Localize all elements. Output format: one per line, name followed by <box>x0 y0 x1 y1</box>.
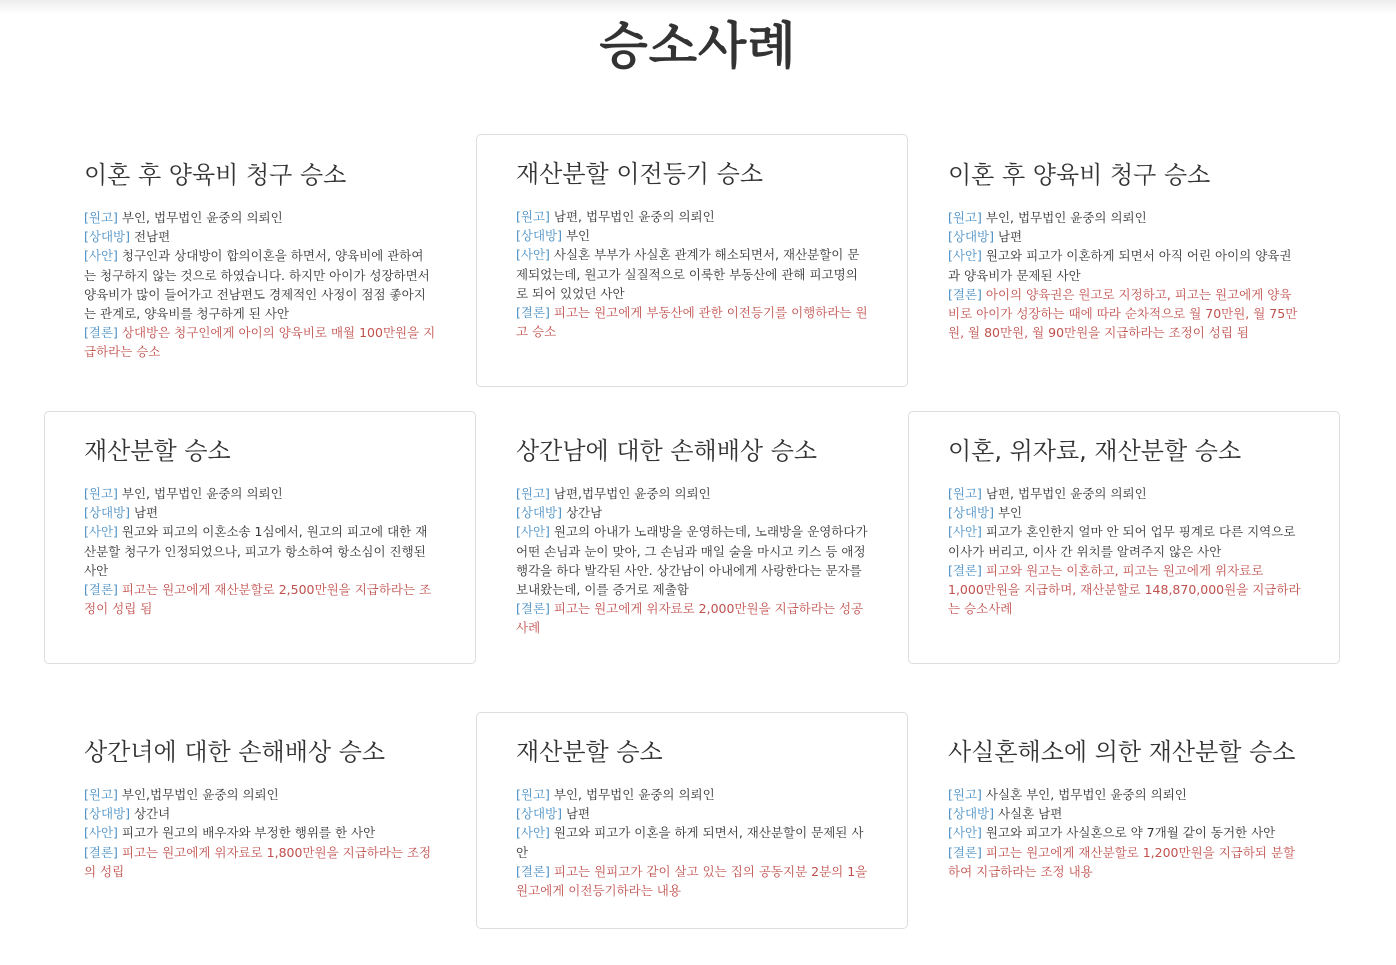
opponent-value: 상간남 <box>565 505 603 521</box>
result-value: 피고는 원피고가 같이 살고 있는 집의 공동지분 2분의 1을 원고에게 이전등기하라는 내용 <box>516 863 868 899</box>
opponent-tag: [상대방] <box>516 806 562 822</box>
plaintiff-tag: [원고] <box>84 210 118 225</box>
result-line <box>948 843 1301 881</box>
case-summary-line <box>516 823 869 861</box>
case-summary-line <box>516 245 869 303</box>
plaintiff-tag: [원고] <box>84 787 118 802</box>
opponent-value: 상간녀 <box>133 806 171 822</box>
case-card[interactable] <box>44 712 476 965</box>
plaintiff-value: 사실혼 부인, 법무법인 윤중의 의뢰인 <box>985 787 1187 802</box>
opponent-line <box>948 503 1301 522</box>
plaintiff-line <box>516 785 869 804</box>
plaintiff-line <box>84 484 437 503</box>
result-line <box>948 285 1301 343</box>
case-summary-tag: [사안] <box>84 524 118 540</box>
case-title: 재산분할 승소 <box>84 437 231 465</box>
result-line <box>84 323 437 361</box>
plaintiff-value: 남편, 법무법인 윤중의 의뢰인 <box>985 486 1147 501</box>
plaintiff-tag: [원고] <box>84 486 118 501</box>
case-summary-line <box>84 246 437 323</box>
result-value: 아이의 양육권은 원고로 지정하고, 피고는 원고에게 양육비로 아이가 성장하는 때에 따라 순차적으로 월 70만원, 월 75만원, 월 80만원, 월 90만원을 지급하라는 조정이 성립 됨 <box>948 286 1298 341</box>
case-title: 이혼 후 양육비 청구 승소 <box>948 161 1211 189</box>
plaintiff-value: 부인, 법무법인 윤중의 의뢰인 <box>985 210 1147 225</box>
case-card[interactable] <box>44 411 476 664</box>
case-card[interactable] <box>908 712 1340 965</box>
result-tag: [결론] <box>516 863 550 879</box>
opponent-line <box>84 227 437 246</box>
opponent-line <box>84 503 437 522</box>
result-value: 피고는 원고에게 재산분할로 1,200만원을 지급하되 분할하여 지급하라는 조정 내용 <box>948 844 1296 879</box>
opponent-value: 남편 <box>997 229 1023 245</box>
page-title: 승소사례 <box>599 17 797 75</box>
case-title: 상간녀에 대한 손해배상 승소 <box>84 738 386 766</box>
result-value: 피고와 원고는 이혼하고, 피고는 원고에게 위자료로 1,000만원을 지급하며, 재산분할로 148,870,000원을 지급하라는 승소사례 <box>948 562 1301 617</box>
case-card[interactable] <box>908 411 1340 664</box>
case-summary-tag: [사안] <box>84 825 118 841</box>
opponent-tag: [상대방] <box>948 505 994 521</box>
opponent-value: 부인 <box>997 505 1023 521</box>
case-summary-value: 원고와 피고의 이혼소송 1심에서, 원고의 피고에 대한 재산분할 청구가 인정되었으나, 피고가 항소하여 항소심이 진행된 사안 <box>84 524 428 578</box>
opponent-line <box>516 226 869 245</box>
opponent-tag: [상대방] <box>516 505 562 521</box>
opponent-value: 남편 <box>133 505 159 521</box>
case-title: 재산분할 이전등기 승소 <box>516 160 764 188</box>
plaintiff-line <box>516 484 869 503</box>
case-summary-line <box>948 246 1301 284</box>
case-summary-value: 피고가 원고의 배우자와 부정한 행위를 한 사안 <box>121 825 376 841</box>
case-summary-tag: [사안] <box>516 247 550 263</box>
case-summary-value: 원고와 피고가 사실혼으로 약 7개월 같이 동거한 사안 <box>985 825 1276 841</box>
case-summary-value: 원고와 피고가 이혼하게 되면서 아직 어린 아이의 양육권과 양육비가 문제된 사안 <box>948 248 1292 283</box>
case-summary-tag: [사안] <box>948 248 982 264</box>
case-summary-line <box>948 522 1301 560</box>
result-value: 상대방은 청구인에게 아이의 양육비로 매월 100만원을 지급하라는 승소 <box>84 325 436 360</box>
case-summary-value: 사실혼 부부가 사실혼 관계가 해소되면서, 재산분할이 문제되었는데, 원고가 실질적으로 이룩한 부동산에 관해 피고명의로 되어 있었던 사안 <box>516 247 860 301</box>
case-card[interactable] <box>476 134 908 387</box>
plaintiff-value: 남편, 법무법인 윤중의 의뢰인 <box>553 209 715 224</box>
opponent-tag: [상대방] <box>948 229 994 245</box>
opponent-line <box>516 503 869 522</box>
result-line <box>516 303 869 341</box>
opponent-tag: [상대방] <box>84 505 130 521</box>
result-line <box>516 599 869 637</box>
case-title: 이혼, 위자료, 재산분할 승소 <box>948 437 1242 465</box>
case-title: 재산분할 승소 <box>516 738 663 766</box>
result-tag: [결론] <box>948 844 982 860</box>
case-summary-value: 원고와 피고가 이혼을 하게 되면서, 재산분할이 문제된 사안 <box>516 825 864 860</box>
case-title: 사실혼해소에 의한 재산분할 승소 <box>948 738 1296 766</box>
case-summary-value: 청구인과 상대방이 합의이혼을 하면서, 양육비에 관하여 는 청구하지 않는 것으로 하였습니다. 하지만 아이가 성장하면서 양육비가 많이 들어가고 전남편도 경제적인 사정이 점점 좋아지는 관계로, 양육비를 청구하게 된 사안 <box>84 248 430 322</box>
result-value: 피고는 원고에게 위자료로 1,800만원을 지급하라는 조정의 성립 <box>84 844 432 879</box>
result-value: 피고는 원고에게 부동산에 관한 이전등기를 이행하라는 원고 승소 <box>516 305 868 340</box>
opponent-line <box>948 227 1301 246</box>
case-summary-tag: [사안] <box>516 825 550 841</box>
opponent-value: 전남편 <box>133 229 171 245</box>
result-value: 피고는 원고에게 위자료로 2,000만원을 지급하라는 성공사례 <box>516 601 864 636</box>
plaintiff-value: 부인,법무법인 윤중의 의뢰인 <box>121 787 279 802</box>
opponent-value: 사실혼 남편 <box>997 806 1063 822</box>
case-summary-line <box>948 823 1301 842</box>
opponent-tag: [상대방] <box>84 806 130 822</box>
opponent-line <box>84 804 437 823</box>
opponent-line <box>516 804 869 823</box>
result-line <box>516 862 869 900</box>
result-tag: [결론] <box>84 844 118 860</box>
case-summary-line <box>84 522 437 580</box>
opponent-tag: [상대방] <box>948 806 994 822</box>
case-card[interactable] <box>908 135 1340 388</box>
result-value: 피고는 원고에게 재산분할로 2,500만원을 지급하라는 조정이 성립 됨 <box>84 582 432 617</box>
plaintiff-line <box>84 208 437 227</box>
case-summary-tag: [사안] <box>516 524 550 540</box>
plaintiff-value: 부인, 법무법인 윤중의 의뢰인 <box>121 210 283 225</box>
result-tag: [결론] <box>84 582 118 598</box>
plaintiff-tag: [원고] <box>516 486 550 501</box>
result-line <box>84 843 437 881</box>
opponent-tag: [상대방] <box>516 228 562 244</box>
plaintiff-tag: [원고] <box>948 486 982 501</box>
plaintiff-value: 부인, 법무법인 윤중의 의뢰인 <box>121 486 283 501</box>
case-card[interactable] <box>476 712 908 929</box>
case-card[interactable] <box>476 411 908 664</box>
plaintiff-line <box>948 785 1301 804</box>
result-tag: [결론] <box>948 286 982 302</box>
case-summary-value: 피고가 혼인한지 얼마 안 되어 업무 핑계로 다른 지역으로 이사가 버리고, 이사 간 위치를 알려주지 않은 사안 <box>948 524 1296 559</box>
case-title: 이혼 후 양육비 청구 승소 <box>84 161 347 189</box>
header-shadow <box>0 0 1396 14</box>
opponent-value: 남편 <box>565 806 591 822</box>
case-summary-tag: [사안] <box>948 825 982 841</box>
result-tag: [결론] <box>516 601 550 617</box>
opponent-tag: [상대방] <box>84 229 130 245</box>
plaintiff-tag: [원고] <box>948 787 982 802</box>
plaintiff-value: 남편,법무법인 윤중의 의뢰인 <box>553 486 711 501</box>
case-card[interactable] <box>44 135 476 388</box>
plaintiff-line <box>516 207 869 226</box>
case-summary-value: 원고의 아내가 노래방을 운영하는데, 노래방을 운영하다가 어떤 손님과 눈이 맞아, 그 손님과 매일 술을 마시고 키스 등 애정행각을 하다 발각된 사안. 상간남이 아내에게 사랑한다는 문자를 보내왔는데, 이를 증거로 제출함 <box>516 524 868 598</box>
plaintiff-value: 부인, 법무법인 윤중의 의뢰인 <box>553 787 715 802</box>
plaintiff-line <box>948 484 1301 503</box>
opponent-line <box>948 804 1301 823</box>
case-summary-tag: [사안] <box>84 248 118 264</box>
result-tag: [결론] <box>948 562 982 578</box>
plaintiff-tag: [원고] <box>948 210 982 225</box>
case-summary-line <box>84 823 437 842</box>
plaintiff-tag: [원고] <box>516 787 550 802</box>
case-summary-tag: [사안] <box>948 524 982 540</box>
case-title: 상간남에 대한 손해배상 승소 <box>516 437 818 465</box>
result-tag: [결론] <box>516 305 550 321</box>
result-tag: [결론] <box>84 325 118 341</box>
result-line <box>948 561 1301 619</box>
plaintiff-line <box>948 208 1301 227</box>
opponent-value: 부인 <box>565 228 591 244</box>
plaintiff-tag: [원고] <box>516 209 550 224</box>
plaintiff-line <box>84 785 437 804</box>
result-line <box>84 580 437 618</box>
case-summary-line <box>516 522 869 599</box>
